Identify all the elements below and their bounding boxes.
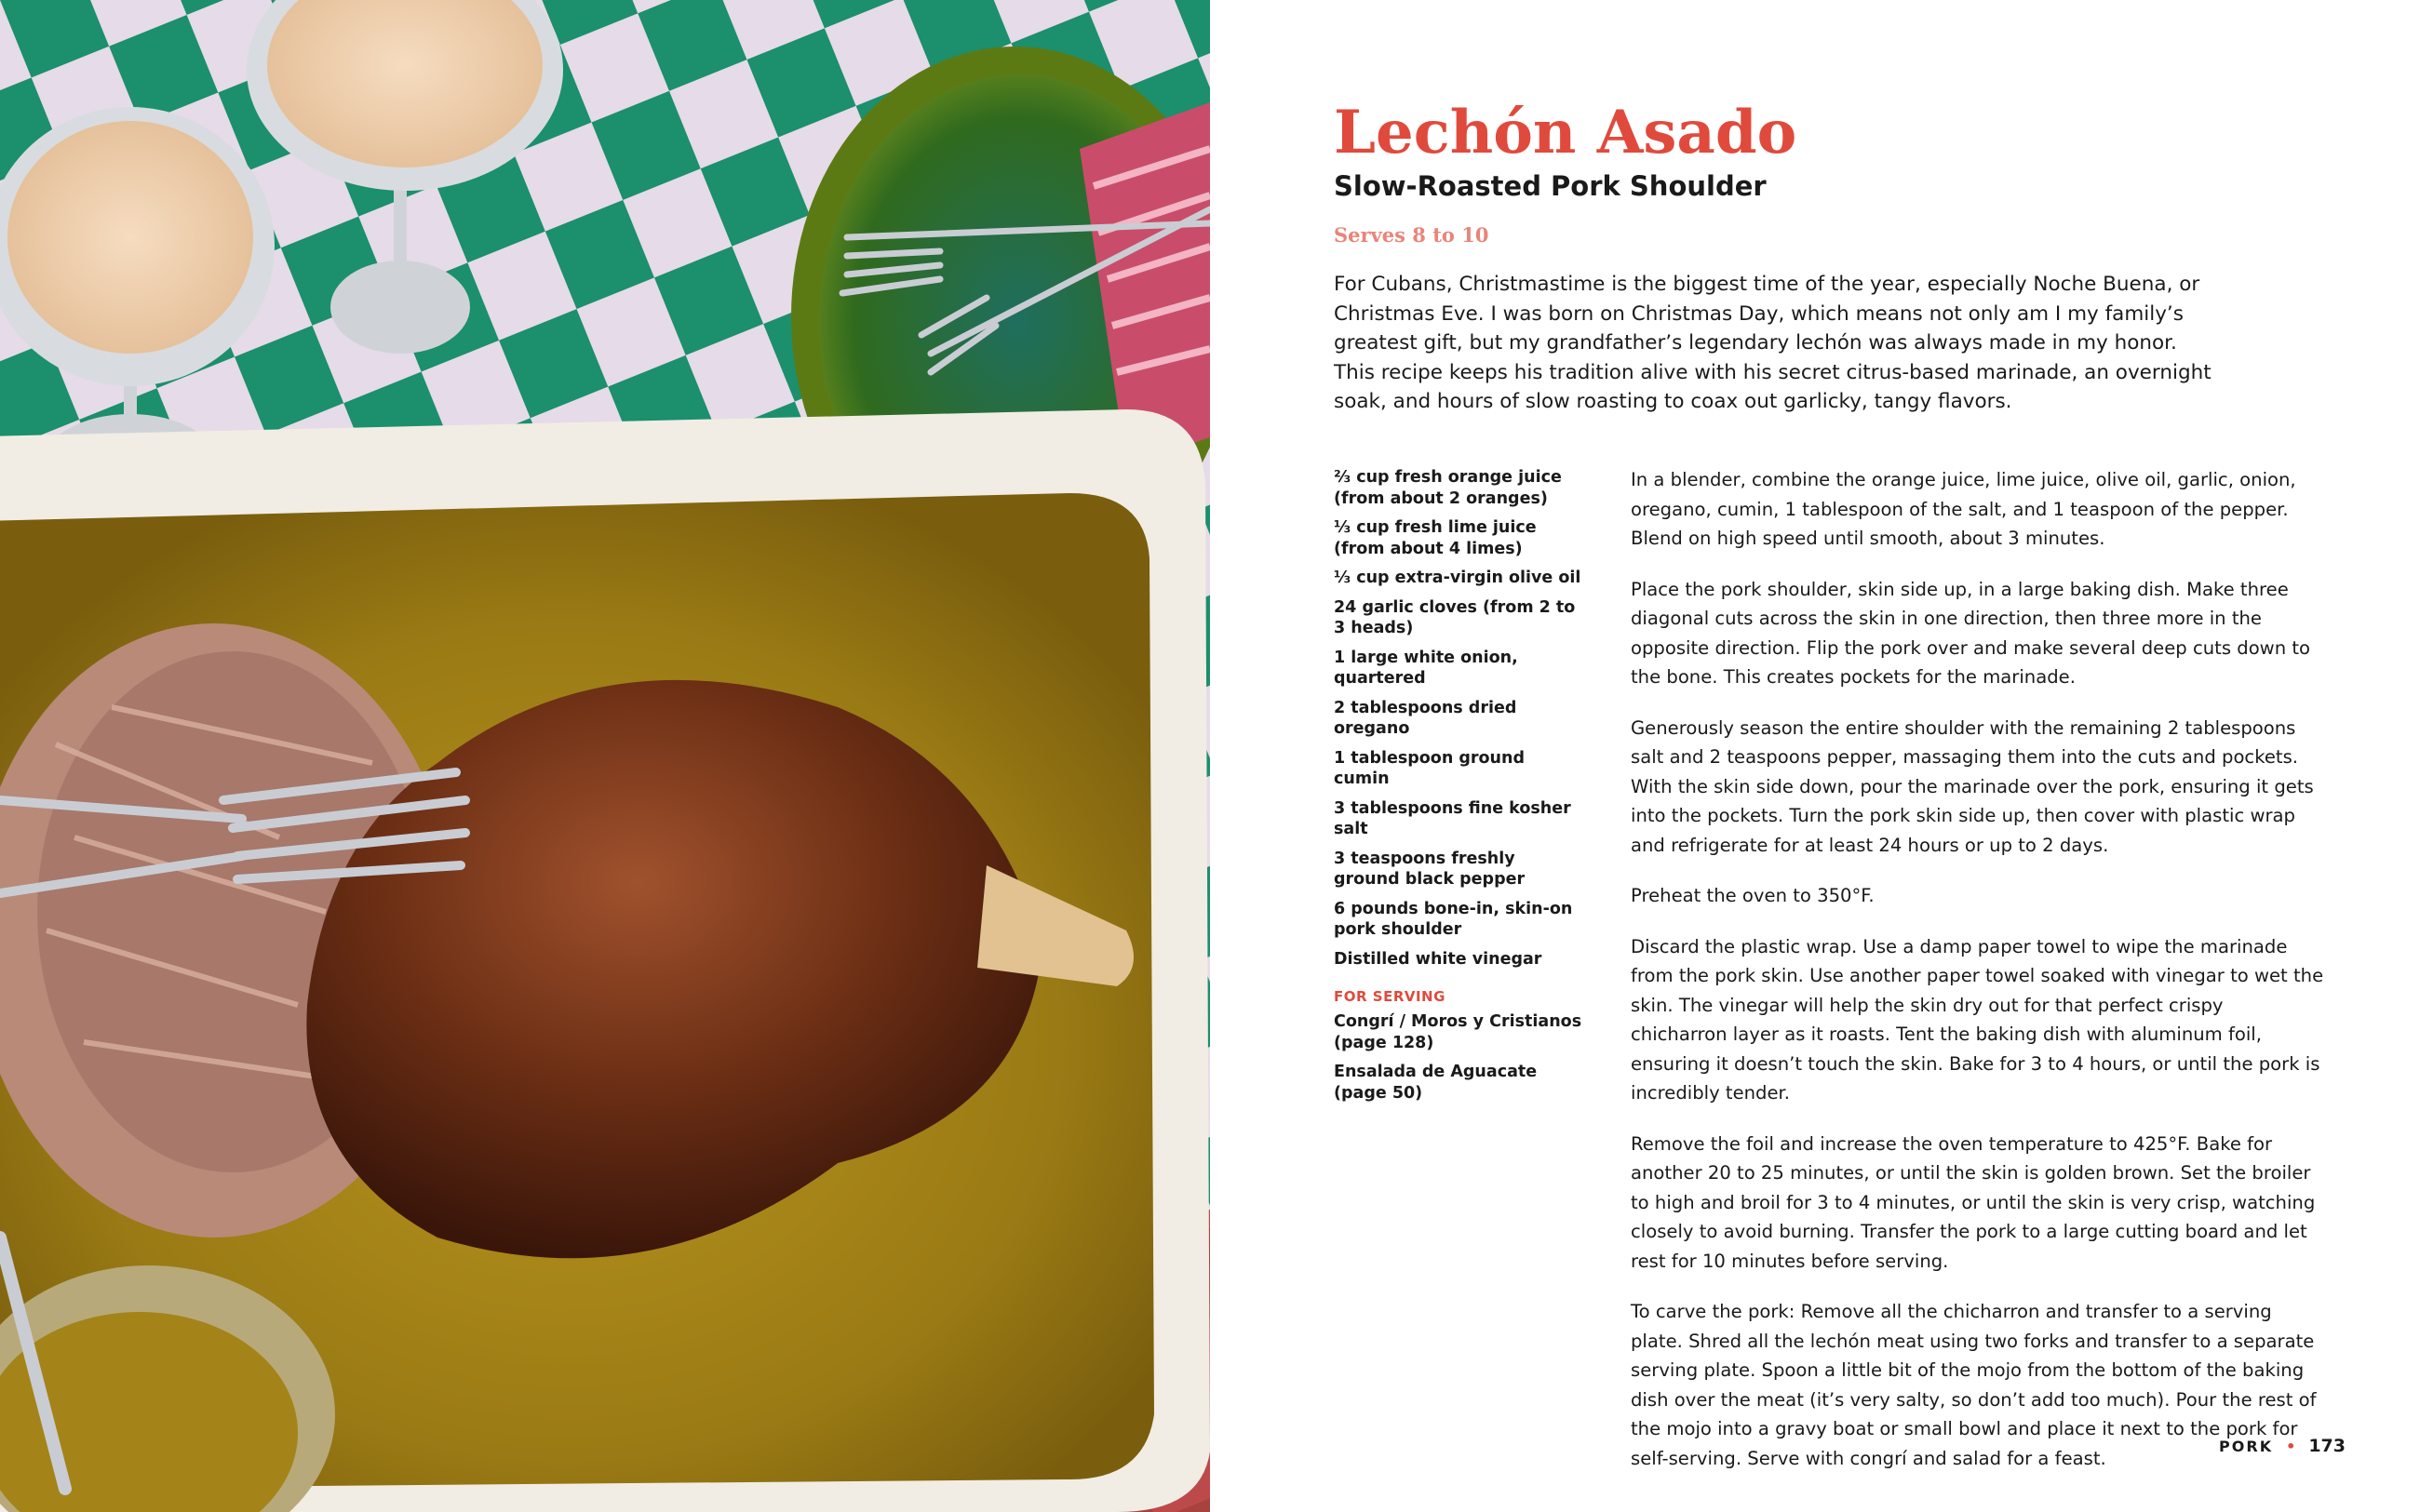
ingredient-item: ⅓ cup extra-virgin olive oil xyxy=(1334,569,1581,587)
step-paragraph: Discard the plastic wrap. Use a damp paper towel to wipe the marinade from the pork skin. Use another paper towel soaked with vinegar to wet the skin. The vinegar will help the skin dry out for that perfect crispy chicharron layer as it roasts. Tent the baking dish with aluminum foil, ensuring it doesn’t touch the skin. Bake for 3 to 4 hours, or until the pork is incredibly tender. xyxy=(1631,935,2324,1104)
for-serving-list xyxy=(1334,1011,1585,1104)
step-paragraph: Remove the foil and increase the oven temperature to 425°F. Bake for another 20 to 25 minutes, or until the skin is golden brown. Set the broiler to high and broil for 3 to 4 minutes, or until the skin is very crisp, watching closely to avoid burning. Transfer the pork to a large cutting board and let rest for 10 minutes before serving. xyxy=(1631,1132,2316,1272)
serves-line: Serves 8 to 10 xyxy=(1334,223,1489,247)
ingredient-item: ⅓ cup fresh lime juice (from about 4 limes) xyxy=(1334,518,1537,558)
page-number: 173 xyxy=(2308,1436,2346,1456)
serving-item: Ensalada de Aguacate (page 50) xyxy=(1334,1063,1538,1103)
ingredient-item: 2 tablespoons dried oregano xyxy=(1334,698,1517,738)
step-paragraph: Preheat the oven to 350°F. xyxy=(1631,885,1875,906)
page-footer xyxy=(2219,1436,2346,1456)
for-serving-heading: FOR SERVING xyxy=(1334,988,1445,1005)
ingredient-item: ⅔ cup fresh orange juice (from about 2 oranges) xyxy=(1334,468,1562,508)
ingredient-item: 1 tablespoon ground cumin xyxy=(1334,748,1526,788)
recipe-subtitle: Slow-Roasted Pork Shoulder xyxy=(1334,170,1767,202)
ingredient-list xyxy=(1334,467,1585,970)
bullet-icon: • xyxy=(2286,1438,2296,1455)
step-paragraph: Generously season the entire shoulder with the remaining 2 tablespoons salt and 2 teaspoons pepper, massaging them into the cuts and pockets. With the skin side down, pour the marinade over the pork, ensuring it gets into the pockets. Turn the pork skin side up, then cover with plastic wrap and refrigerate for at least 24 hours or up to 2 days. xyxy=(1631,716,2314,856)
ingredients-column xyxy=(1334,467,1585,1112)
method-steps xyxy=(1631,465,2324,1494)
step-paragraph: Place the pork shoulder, skin side up, in a large baking dish. Make three diagonal cuts across the skin in one direction, then three more in the opposite direction. Flip the pork over and make several deep cuts down to the bone. This creates pockets for the marinade. xyxy=(1631,578,2311,688)
serving-item: Congrí / Moros y Cristianos (page 128) xyxy=(1334,1012,1582,1052)
ingredient-item: 1 large white onion, quartered xyxy=(1334,648,1518,688)
step-paragraph: In a blender, combine the orange juice, lime juice, olive oil, garlic, onion, oregano, cumin, 1 tablespoon of the salt, and 1 teaspoon of the pepper. Blend on high speed until smooth, about 3 minutes. xyxy=(1631,469,2296,549)
recipe-page xyxy=(1210,0,2420,1512)
ingredient-item: 3 tablespoons fine kosher salt xyxy=(1334,798,1571,838)
ingredient-item: 24 garlic cloves (from 2 to 3 heads) xyxy=(1334,597,1576,637)
section-name: PORK xyxy=(2219,1438,2274,1455)
intro-paragraph: For Cubans, Christmastime is the biggest time of the year, especially Noche Buena, or Christmas Eve. I was born on Christmas Day, which means not only am I my family’s greatest gift, but my grandfather’s legendary lechón was always made in my honor. This recipe keeps his tradition alive with his secret citrus-based marinade, an overnight soak, and hours of slow roasting to coax out garlicky, tangy flavors. xyxy=(1334,273,2212,413)
ingredient-item: Distilled white vinegar xyxy=(1334,949,1542,969)
step-paragraph: To carve the pork: Remove all the chicharron and transfer to a serving plate. Shred all the lechón meat using two forks and transfer to a separate serving plate. Spoon a little bit of the mojo from the bottom of the baking dish over the meat (it’s very salty, so don’t add too much). Pour the rest of the mojo into a gravy boat or small bowl and place it next to the pork for self-serving. Serve with congrí and salad for a feast. xyxy=(1631,1301,2317,1469)
recipe-title: Lechón Asado xyxy=(1334,98,1797,167)
ingredient-item: 3 teaspoons freshly ground black pepper xyxy=(1334,849,1526,889)
ingredient-item: 6 pounds bone-in, skin-on pork shoulder xyxy=(1334,899,1573,939)
